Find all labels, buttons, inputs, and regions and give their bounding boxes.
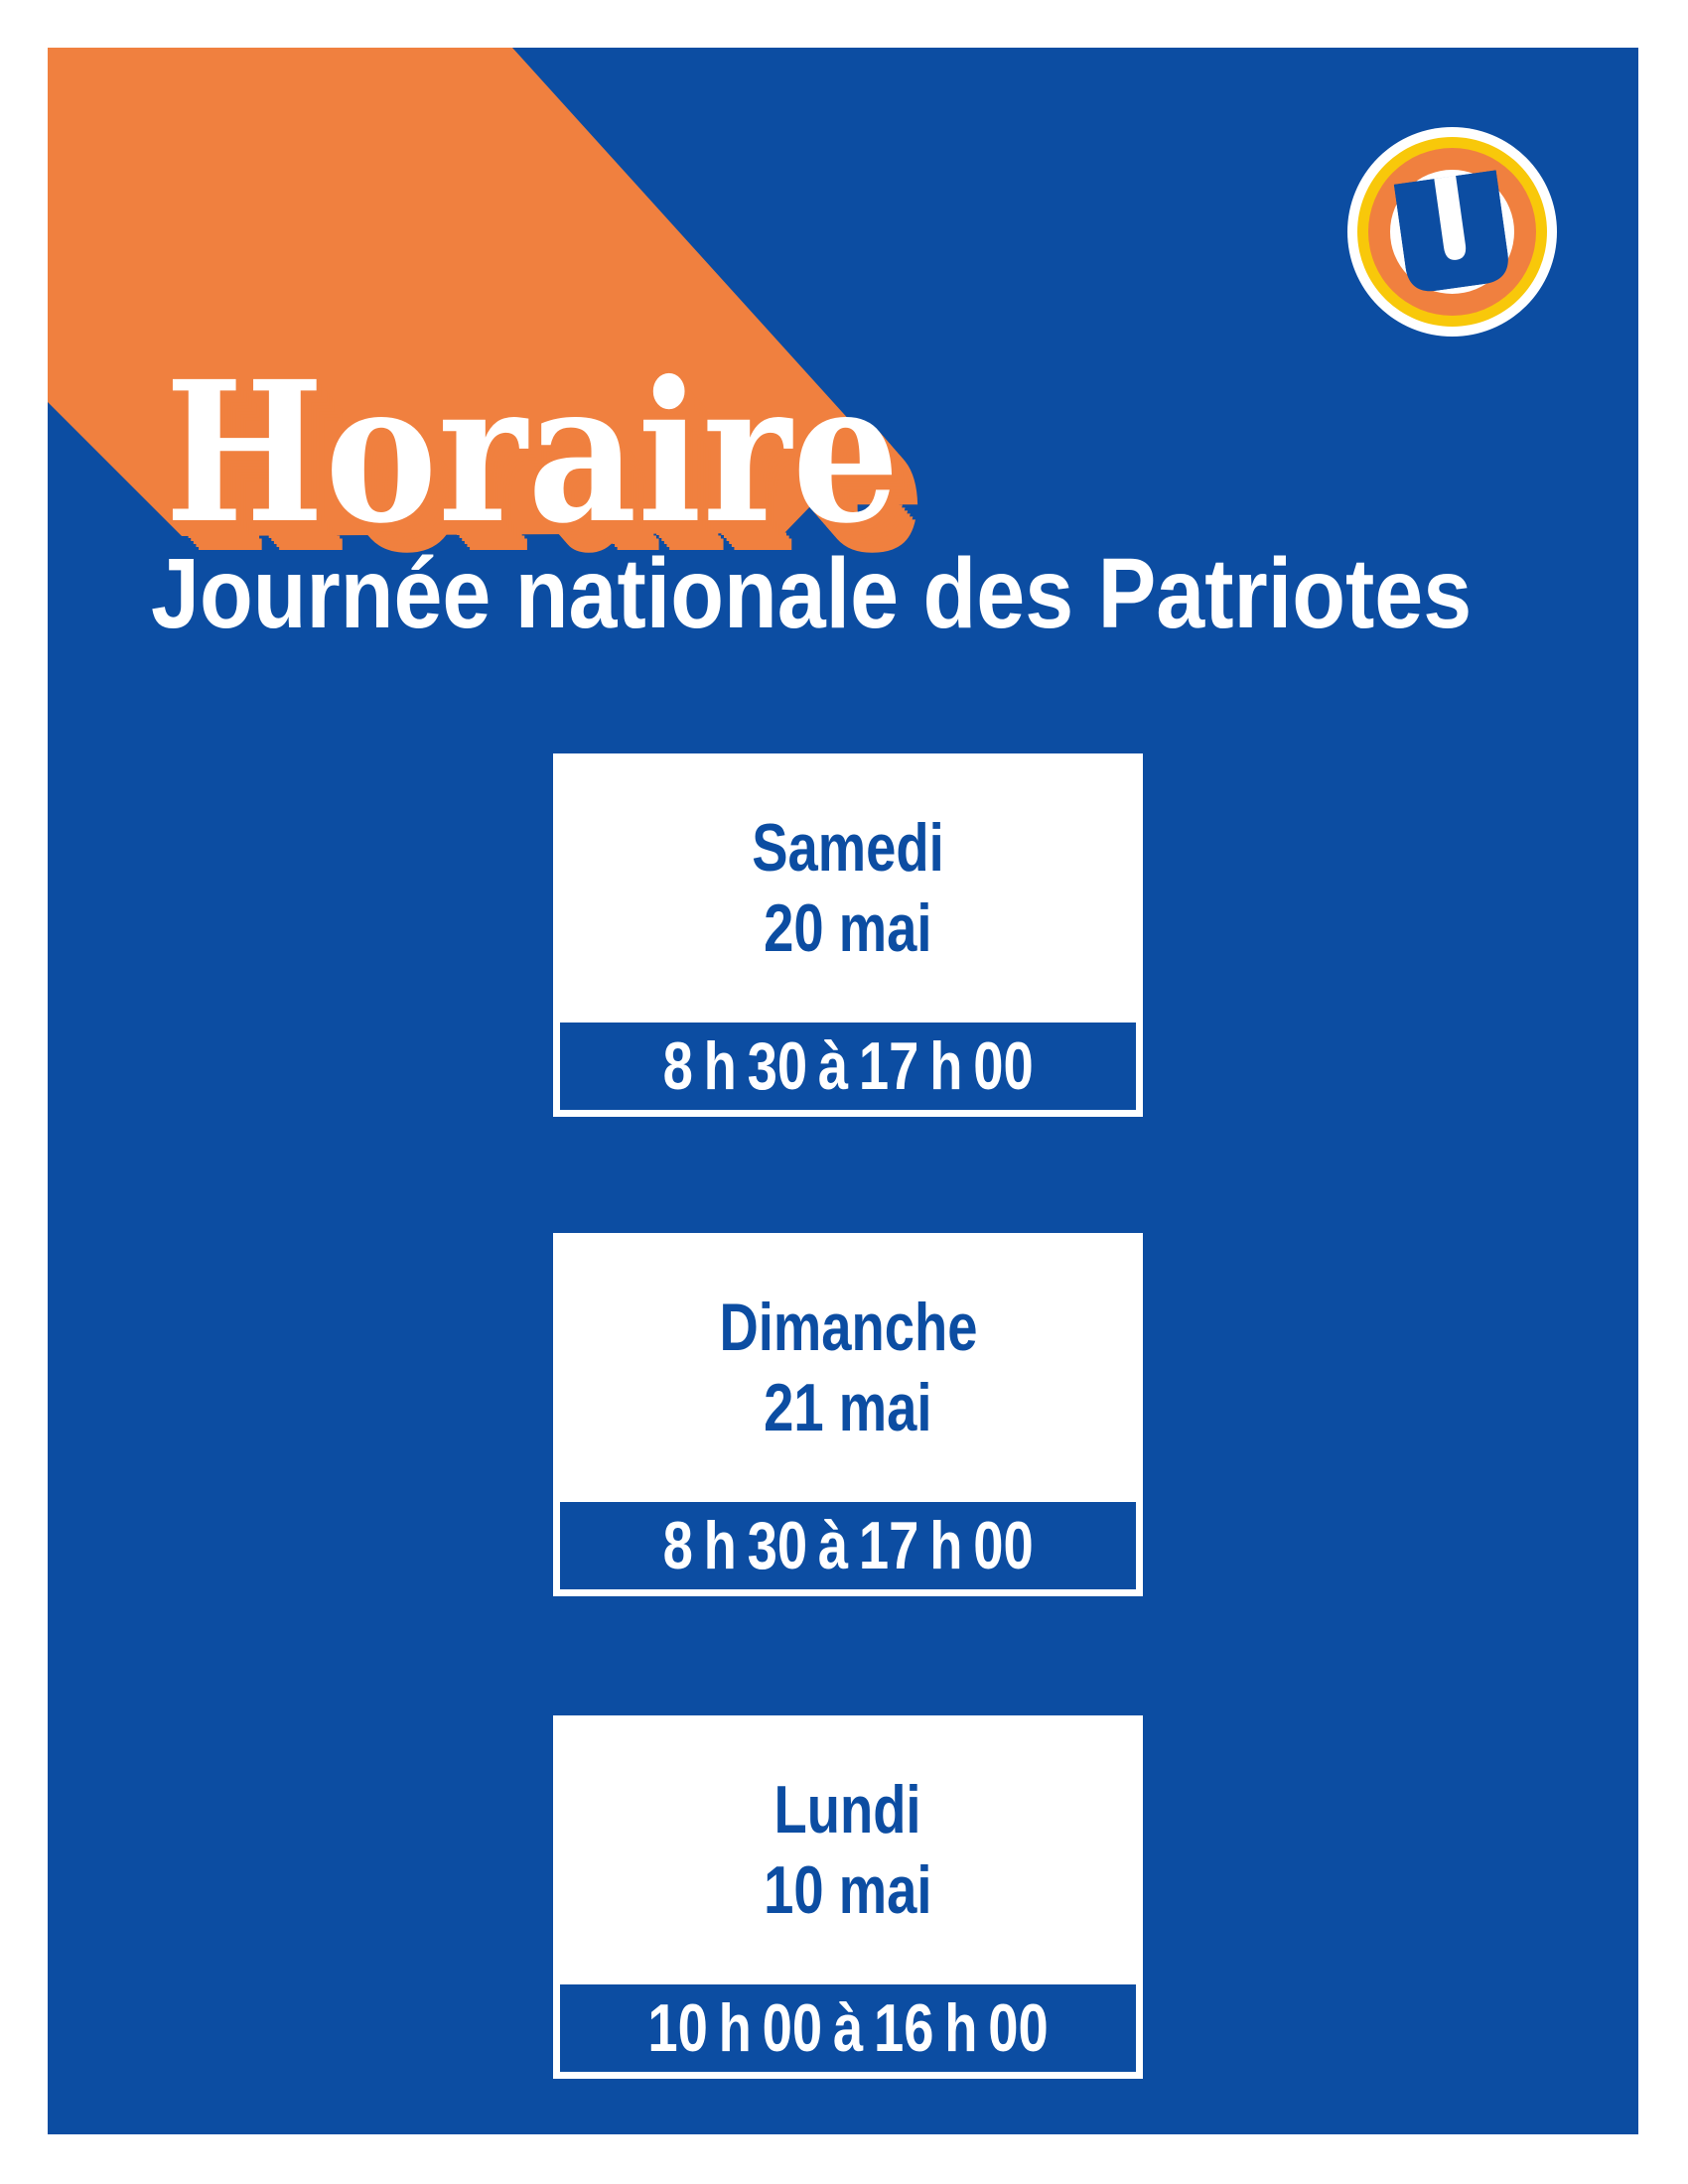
hours-bar xyxy=(560,1984,1136,2072)
day-label: Lundi xyxy=(774,1772,922,1848)
hours-label: 10 h 00 à 16 h 00 xyxy=(647,1990,1049,2066)
hours-label: 8 h 30 à 17 h 00 xyxy=(662,1508,1034,1583)
day-label: Dimanche xyxy=(719,1290,977,1366)
schedule-card-sunday xyxy=(553,1233,1143,1596)
day-block xyxy=(560,1715,1136,1984)
hours-bar xyxy=(560,1502,1136,1589)
date-label: 20 mai xyxy=(764,889,932,966)
poster-canvas xyxy=(48,48,1638,2134)
schedule-list xyxy=(553,48,1143,2134)
logo-white-disc xyxy=(1390,170,1514,294)
page-subtitle: Journée nationale des Patriotes xyxy=(151,538,1473,649)
day-block xyxy=(560,1233,1136,1502)
date-label: 21 mai xyxy=(764,1369,932,1445)
hours-bar xyxy=(560,1023,1136,1110)
u-letter-icon xyxy=(1393,170,1511,294)
page-title: Horaire xyxy=(165,339,901,566)
schedule-card-saturday xyxy=(553,753,1143,1117)
brand-logo xyxy=(1347,127,1557,337)
day-label: Samedi xyxy=(752,810,944,887)
date-label: 10 mai xyxy=(764,1851,932,1928)
hours-label: 8 h 30 à 17 h 00 xyxy=(662,1028,1034,1104)
day-block xyxy=(560,753,1136,1023)
schedule-card-monday xyxy=(553,1715,1143,2079)
